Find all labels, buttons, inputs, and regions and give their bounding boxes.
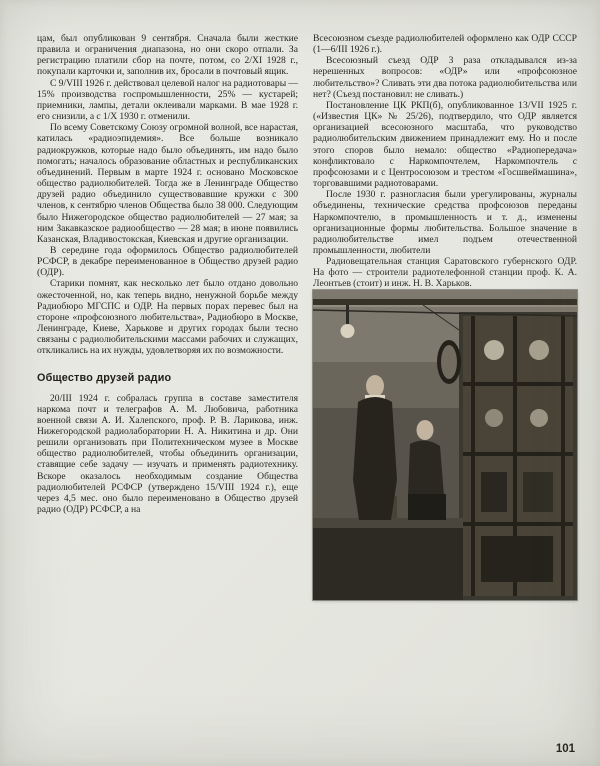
left-column — [37, 33, 298, 600]
paragraph: Постановление ЦК РКП(б), опубликованное 13/VII 1925 г. («Известия ЦК» № 25/26), подтвердило, что ОДР является организацией всесоюзного масштаба, что руководство радиолюбительским движением принадлежит ему. Но и после этого споров было немало: общество «Радиопередача» конфликтовало с Наркомпочтелем, Наркомпочтель с профсоюзами и с Центросоюзом и трестом «Госшвеймашина», торговавшими радиотоварами. — [313, 99, 577, 190]
paragraph: После 1930 г. разногласия были урегулированы, журналы объединены, технические средства профсоюзов переданы Наркомпочтелю, в промышленность и т. д., изменены организационные формы любительства. Большое значение в радиолюбительстве имел подъем отечественной промышленности, любители — [313, 189, 577, 256]
radio-station-photo-illustration — [313, 290, 577, 600]
paragraph: В середине года оформилось Общество радиолюбителей РСФСР, в декабре переименованное в Общество друзей радио (ОДР). — [37, 244, 298, 279]
paragraph-continuation: Всесоюзном съезде радиолюбителей оформлено как ОДР СССР (1—6/III 1926 г.). — [313, 33, 577, 56]
two-column-text-block — [37, 33, 577, 600]
paragraph: Всесоюзный съезд ОДР 3 раза откладывался из-за нерешенных вопросов: «ОДР» или «профсоюзное любительство»? Сливать эти два потока радиолюбительства или нет? (Съезд постановил: не сливать.) — [313, 55, 577, 100]
section-heading: Общество друзей радио — [37, 371, 172, 384]
page-number: 101 — [555, 743, 575, 755]
paragraph: 20/III 1924 г. собралась группа в составе заместителя наркома почт и телеграфов А. М. Любовича, работника военной связи А. И. Халепского, проф. Р. В. Ларикова, инж. Нижегородской радиолаборатории Н. А. Никитина и др. Они решили организовать при Политехническом музее в Москве общество радиолюбителей, чтобы объединить организации, ставящие себе задачу — изучать и применять радиотехнику. Вскоре оказалось необходимым создание Общества радиолюбителей РСФСР (утверждено 15/VIII 1924 г.), еще через 4,5 мес. оно было переименовано в Общество друзей радио (ОДР) РСФСР, а на — [37, 392, 298, 516]
right-column — [313, 33, 577, 600]
paragraph: По всему Советскому Союзу огромной волной, все нарастая, катилась «радиоэпидемия». Все больше возникало радиокружков, которые надо было объединять, им надо было помогать; началось образование областных и республиканских объединений. Первым в марте 1924 г. основано Московское общество радиолюбителей. Тогда же в Ленинграде Общество друзей радио объединило существовавшие кружки с 300 членов, к сентябрю членов Общества было 38 000. Следующим было Нижегородское общество радиолюбителей — 27 мая; за ним Закавказское радиообщество — 28 мая; в июне появились Казанская, Владивостокская, Киевская и другие организации. — [37, 122, 298, 245]
radio-station-photo — [313, 290, 577, 600]
photo-caption: Радиовещательная станция Саратовского губернского ОДР. На фото — строители радиотелефонной станции проф. К. А. Леонтьев (стоит) и инж. Н. В. Харьков. — [313, 256, 577, 290]
paragraph: С 9/VIII 1926 г. действовал целевой налог на радиотовары — 15% производства госпромышленности, 25% — кустарей; приемники, лампы, детали оклеивали марками. В мае 1928 г. его снизили, а с 1/X 1930 г. отменили. — [37, 77, 298, 123]
paragraph: Старики помнят, как несколько лет было отдано довольно ожесточенной, но, как теперь видно, ненужной борьбе между Радиобюро МГСПС и ОДР. На первых порах перевес был на стороне «профсоюзного любительства», Радиобюро в Москве, Ленинграде, Киеве, Харькове и других городах были тесно связаны с радиолюбительскими массами рабочих и служащих, откликались на их нужды, удовлетворяя их по возможности. — [37, 278, 298, 357]
paragraph-continuation: цам, был опубликован 9 сентября. Сначала были жесткие правила и ограничения диапазона, но они скоро отпали. За регистрацию платили сбор на почте, потом, со 2/XI 1928 г., покупали карточки и, заполнив их, бросали в почтовый ящик. — [37, 33, 298, 78]
